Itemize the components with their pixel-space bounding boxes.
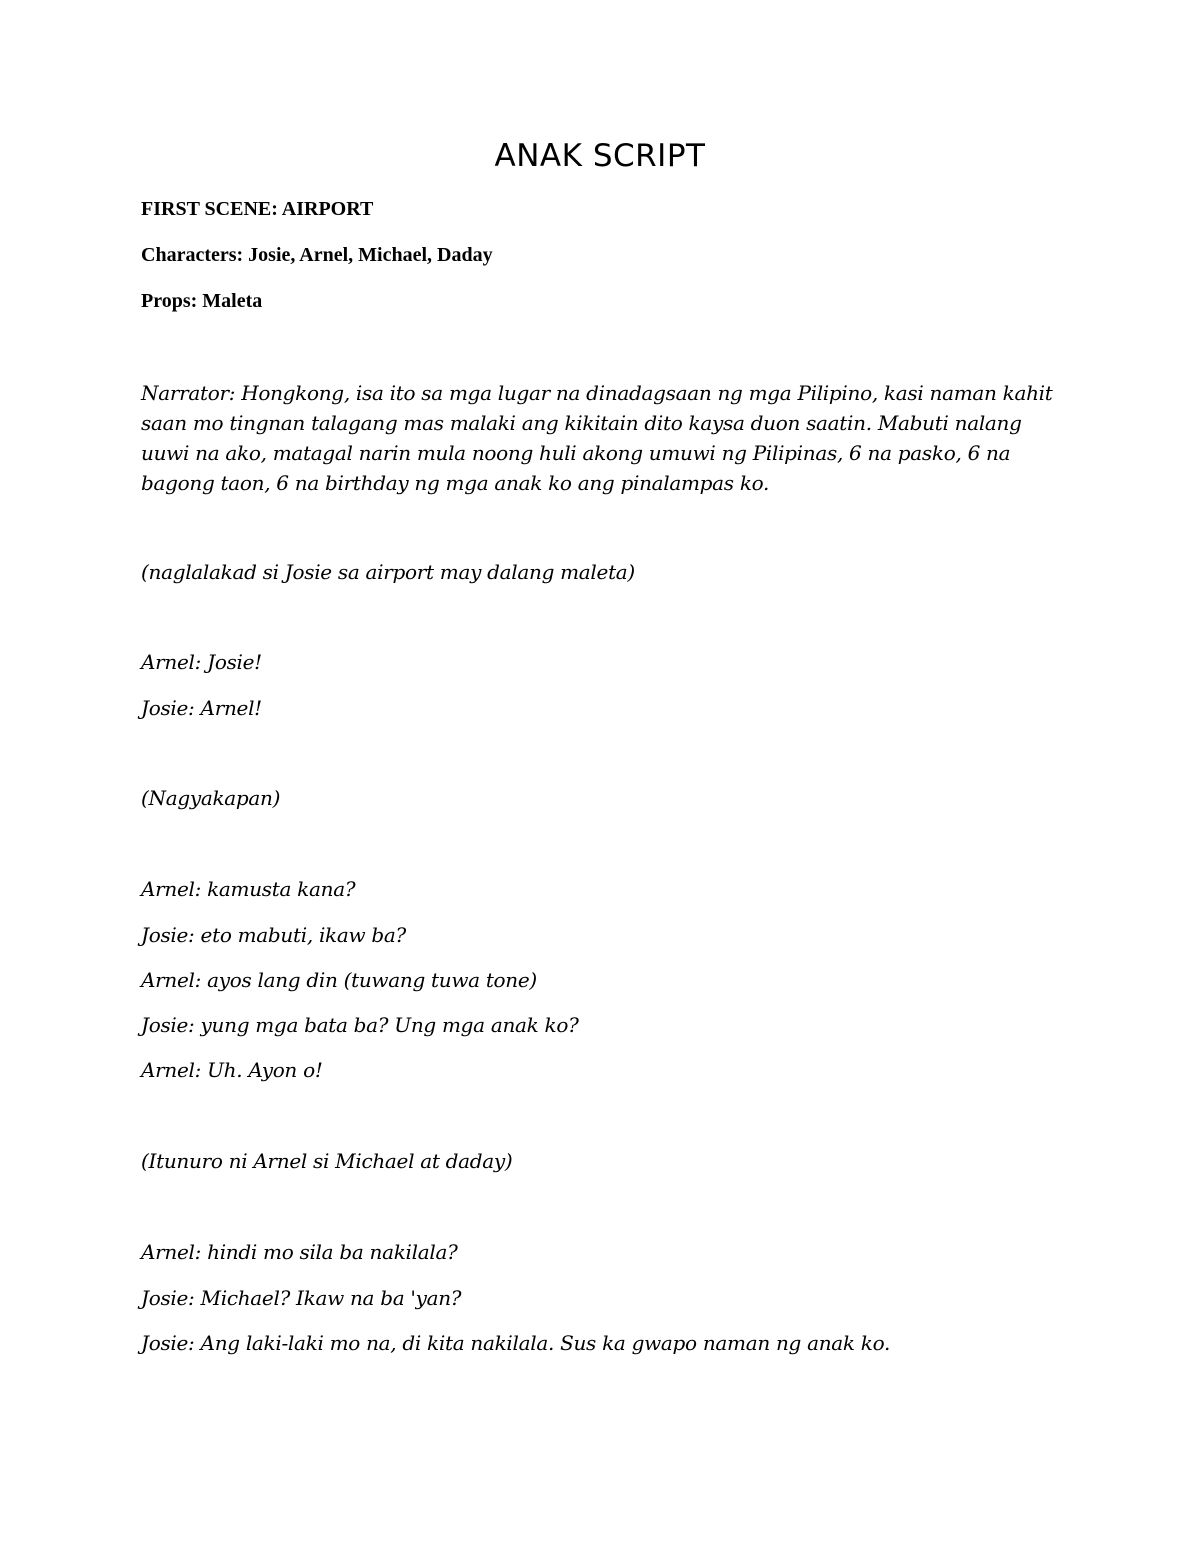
stage-direction: (naglalakad si Josie sa airport may dalang maleta) [141, 560, 635, 584]
stage-direction: (Itunuro ni Arnel si Michael at daday) [141, 1149, 513, 1173]
characters-heading: Characters: Josie, Arnel, Michael, Daday [141, 244, 493, 266]
stage-direction: (Nagyakapan) [141, 786, 281, 810]
dialogue-line: Arnel: hindi mo sila ba nakilala? [141, 1240, 458, 1264]
dialogue-line: Josie: Michael? Ikaw na ba 'yan? [141, 1286, 462, 1310]
dialogue-line: Josie: Arnel! [141, 696, 262, 720]
narrator-paragraph: Narrator: Hongkong, isa ito sa mga lugar na dinadagsaan ng mga Pilipino, kasi naman kahit saan mo tingnan talagang mas malaki ang kikitain dito kaysa duon saatin. Mabuti nalang uuwi na ako, matagal narin mula noong huli akong umuwi ng Pilipinas, 6 na pasko, 6 na bagong taon, 6 na birthday ng mga anak ko ang pinalampas ko. [141, 381, 1053, 495]
dialogue-line: Arnel: ayos lang din (tuwang tuwa tone) [141, 968, 537, 992]
dialogue-line: Josie: yung mga bata ba? Ung mga anak ko? [141, 1013, 579, 1037]
dialogue-line: Arnel: Josie! [141, 650, 262, 674]
page-title: ANAK SCRIPT [494, 138, 706, 174]
props-heading: Props: Maleta [141, 290, 263, 312]
scene-heading: FIRST SCENE: AIRPORT [141, 198, 374, 220]
dialogue-line: Arnel: kamusta kana? [141, 877, 356, 901]
dialogue-line: Josie: eto mabuti, ikaw ba? [141, 923, 406, 947]
dialogue-line: Josie: Ang laki-laki mo na, di kita nakilala. Sus ka gwapo naman ng anak ko. [141, 1331, 891, 1355]
dialogue-line: Arnel: Uh. Ayon o! [141, 1058, 323, 1082]
